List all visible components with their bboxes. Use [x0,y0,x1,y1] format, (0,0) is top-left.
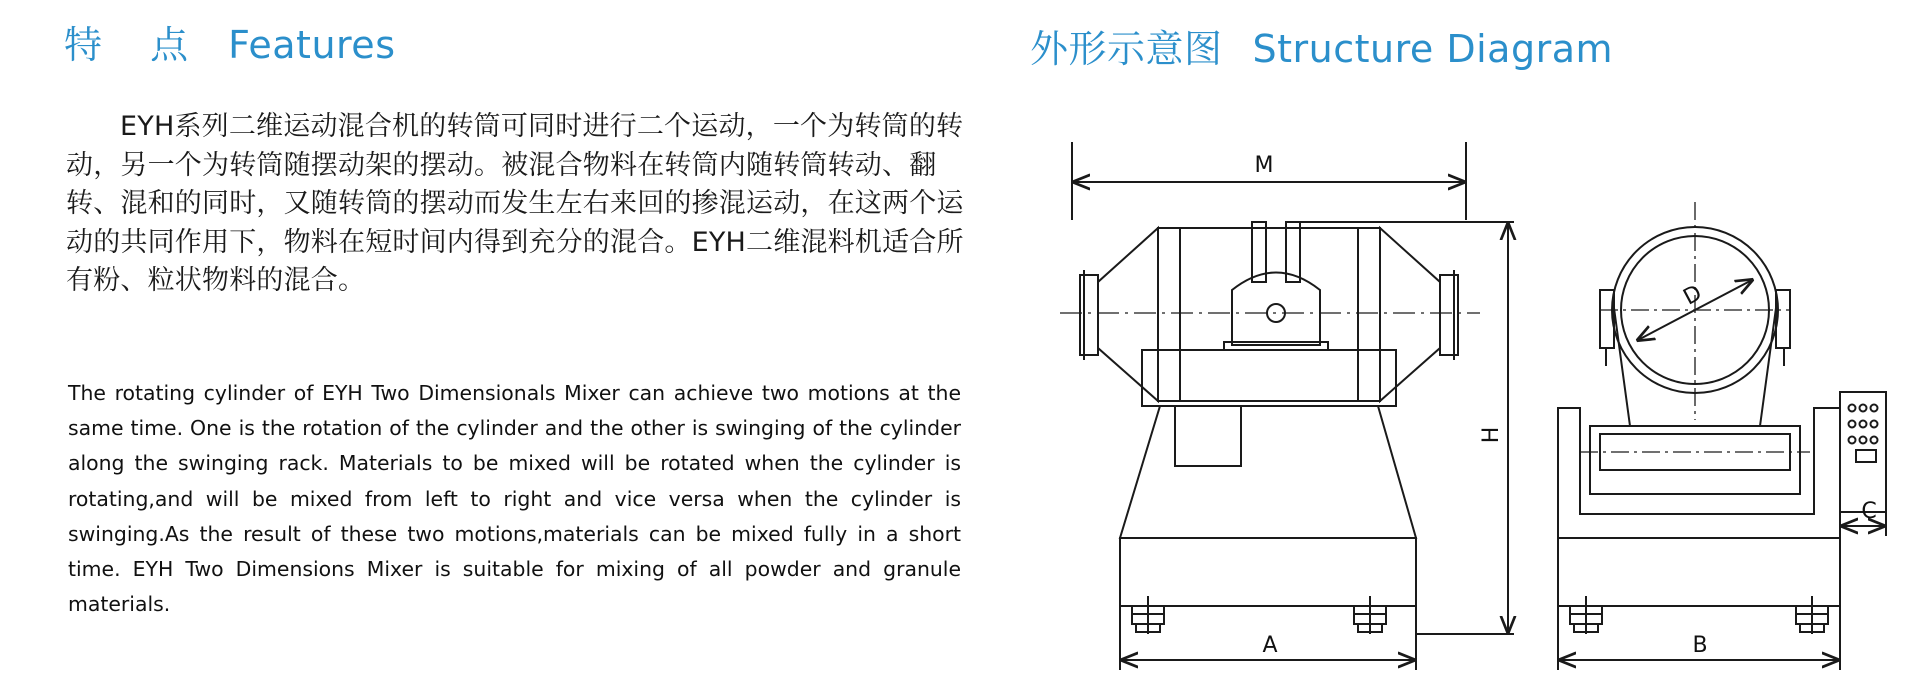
front-view [1060,142,1514,670]
features-title-en: Features [228,23,396,67]
structure-diagram-heading [1030,27,1614,71]
label-a: A [1262,633,1278,658]
side-foot-left [1570,596,1602,634]
label-m: M [1254,153,1274,178]
features-title-zh: 特 点 [64,23,207,67]
label-c: C [1861,499,1877,524]
right-cone [1380,228,1440,401]
label-b: B [1692,633,1708,658]
features-paragraph-zh: EYH系列二维运动混合机的转筒可同时进行二个运动，一个为转筒的转动，另一个为转筒随摆动架的摆动。被混合物料在转筒内随转筒转动、翻转、混和的同时，又随转筒的摆动而发生左右来回的掺混运动，在这两个运动的共同作用下，物料在短时间内得到充分的混合。EYH二维混料机适合所有粉、粒状物料的混合。 [66,111,964,296]
side-base [1558,538,1840,606]
side-foot-right [1796,596,1828,634]
control-box [1840,392,1886,512]
left-cone [1098,228,1158,401]
front-foot-right [1354,596,1386,634]
cylinder-body [1158,228,1380,401]
label-d: D [1679,280,1707,311]
right-flange [1440,275,1458,355]
features-heading [64,23,396,67]
bearing-block [1232,273,1320,346]
structure-diagram [1040,130,1910,670]
features-paragraph-en: The rotating cylinder of EYH Two Dimensionals Mixer can achieve two motions at the same time. One is the rotation of the cylinder and the other is swinging of the cylinder along the swinging rack. Materials to be mixed will be rotated when the cylinder is rotating,and will be mixed from left to right and vice versa when the cylinder is swinging.As the result of these two motions,materials can be mixed fully in a short time. EYH Two Dimensions Mixer is suitable for mixing of all powder and granule materials. [68,381,961,617]
diagram-title-zh: 外形示意图 [1030,27,1223,71]
front-foot-left [1132,596,1164,634]
diagram-title-en: Structure Diagram [1252,27,1614,71]
side-view [1558,202,1886,670]
left-flange [1080,275,1098,355]
front-base [1120,406,1416,538]
label-h: H [1479,426,1504,444]
